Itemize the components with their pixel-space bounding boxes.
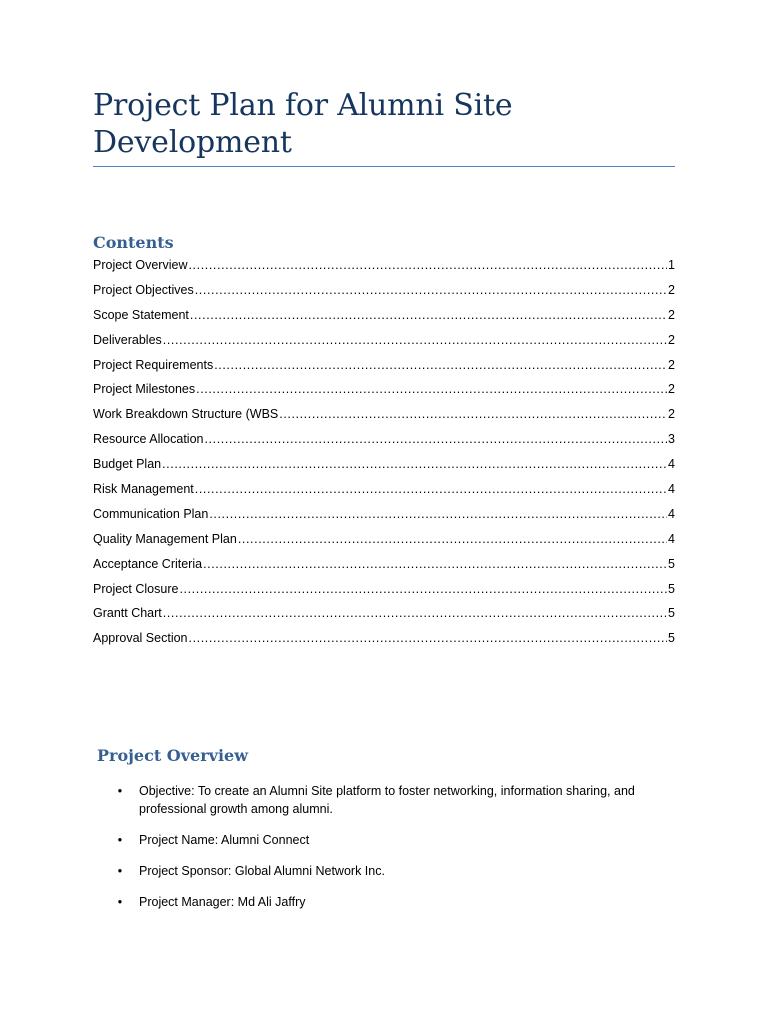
toc-entry-project-requirements[interactable] [93, 356, 675, 381]
toc-entry-project-milestones[interactable] [93, 380, 675, 405]
toc-entry-quality-management-plan[interactable] [93, 530, 675, 555]
toc-entry-acceptance-criteria[interactable] [93, 555, 675, 580]
title-underline [93, 166, 675, 167]
toc-entry-label: Project Requirements [93, 357, 214, 372]
list-item-project-name [115, 831, 675, 862]
toc-entry-label: Project Closure [93, 581, 179, 596]
toc-leader-dots [190, 306, 667, 324]
toc-entry-page: 2 [668, 407, 675, 422]
toc-leader-dots [162, 455, 667, 473]
toc-entry-grantt-chart[interactable] [93, 604, 675, 629]
bullet-icon: • [117, 895, 123, 909]
toc-entry-page: 5 [668, 606, 675, 621]
toc-leader-dots [195, 281, 667, 299]
toc-entry-project-objectives[interactable] [93, 281, 675, 306]
toc-leader-dots [188, 256, 667, 274]
toc-entry-label: Scope Statement [93, 307, 189, 322]
toc-entry-page: 2 [668, 282, 675, 297]
toc-entry-page: 5 [668, 581, 675, 596]
toc-leader-dots [203, 555, 667, 573]
toc-entry-risk-management[interactable] [93, 480, 675, 505]
toc-entry-label: Work Breakdown Structure (WBS [93, 407, 279, 422]
toc-leader-dots [163, 331, 667, 349]
toc-entry-page: 2 [668, 357, 675, 372]
toc-leader-dots [214, 356, 667, 374]
toc-entry-project-overview[interactable] [93, 256, 675, 281]
toc-entry-label: Acceptance Criteria [93, 556, 203, 571]
toc-entry-page: 3 [668, 432, 675, 447]
list-item-text: Project Name: Alumni Connect [139, 833, 310, 847]
toc-entry-page: 2 [668, 332, 675, 347]
toc-entry-work-breakdown-structure[interactable] [93, 405, 675, 430]
toc-leader-dots [195, 480, 667, 498]
toc-entry-label: Grantt Chart [93, 606, 162, 621]
toc-heading: Contents [93, 233, 174, 252]
section-heading-project-overview: Project Overview [97, 746, 248, 765]
list-item-project-manager [115, 893, 675, 913]
toc-entry-page: 5 [668, 556, 675, 571]
list-item-text: Objective: To create an Alumni Site platform to foster networking, information sharing, and professional growth among alumni. [139, 784, 635, 816]
bullet-icon: • [117, 784, 123, 798]
toc-entry-page: 2 [668, 307, 675, 322]
toc-entry-label: Approval Section [93, 631, 188, 646]
toc-leader-dots [189, 629, 668, 647]
bullet-icon: • [117, 833, 123, 847]
toc-entry-page: 4 [668, 457, 675, 472]
list-item-objective [115, 782, 675, 831]
toc-entry-label: Communication Plan [93, 506, 209, 521]
toc-entry-label: Project Milestones [93, 382, 196, 397]
toc-leader-dots [163, 604, 667, 622]
toc-entry-page: 4 [668, 482, 675, 497]
toc-entry-label: Project Overview [93, 258, 188, 272]
toc-leader-dots [209, 505, 667, 523]
toc-entry-label: Deliverables [93, 332, 162, 347]
toc-entry-page: 2 [668, 382, 675, 397]
toc-leader-dots [179, 580, 667, 598]
toc-leader-dots [196, 380, 667, 398]
toc-entry-project-closure[interactable] [93, 580, 675, 605]
toc-entry-label: Resource Allocation [93, 432, 204, 447]
toc-entry-page: 5 [668, 631, 675, 646]
bullet-icon: • [117, 864, 123, 878]
list-item-text: Project Sponsor: Global Alumni Network Inc. [139, 864, 385, 878]
toc-entry-resource-allocation[interactable] [93, 430, 675, 455]
toc-entry-label: Project Objectives [93, 282, 194, 297]
toc-entry-page: 1 [668, 258, 675, 272]
toc-entry-budget-plan[interactable] [93, 455, 675, 480]
toc-entry-scope-statement[interactable] [93, 306, 675, 331]
toc-entry-label: Risk Management [93, 482, 194, 497]
toc-leader-dots [279, 405, 667, 423]
toc-entry-page: 4 [668, 531, 675, 546]
toc-entry-deliverables[interactable] [93, 331, 675, 356]
project-overview-list [115, 782, 675, 913]
list-item-text: Project Manager: Md Ali Jaffry [139, 895, 306, 909]
toc-leader-dots [238, 530, 667, 548]
table-of-contents [93, 256, 675, 654]
toc-entry-communication-plan[interactable] [93, 505, 675, 530]
toc-leader-dots [204, 430, 667, 448]
list-item-project-sponsor [115, 862, 675, 893]
toc-entry-page: 4 [668, 506, 675, 521]
toc-entry-approval-section[interactable] [93, 629, 675, 654]
toc-entry-label: Quality Management Plan [93, 531, 237, 546]
toc-entry-label: Budget Plan [93, 457, 162, 472]
document-title: Project Plan for Alumni Site Development [93, 88, 513, 160]
